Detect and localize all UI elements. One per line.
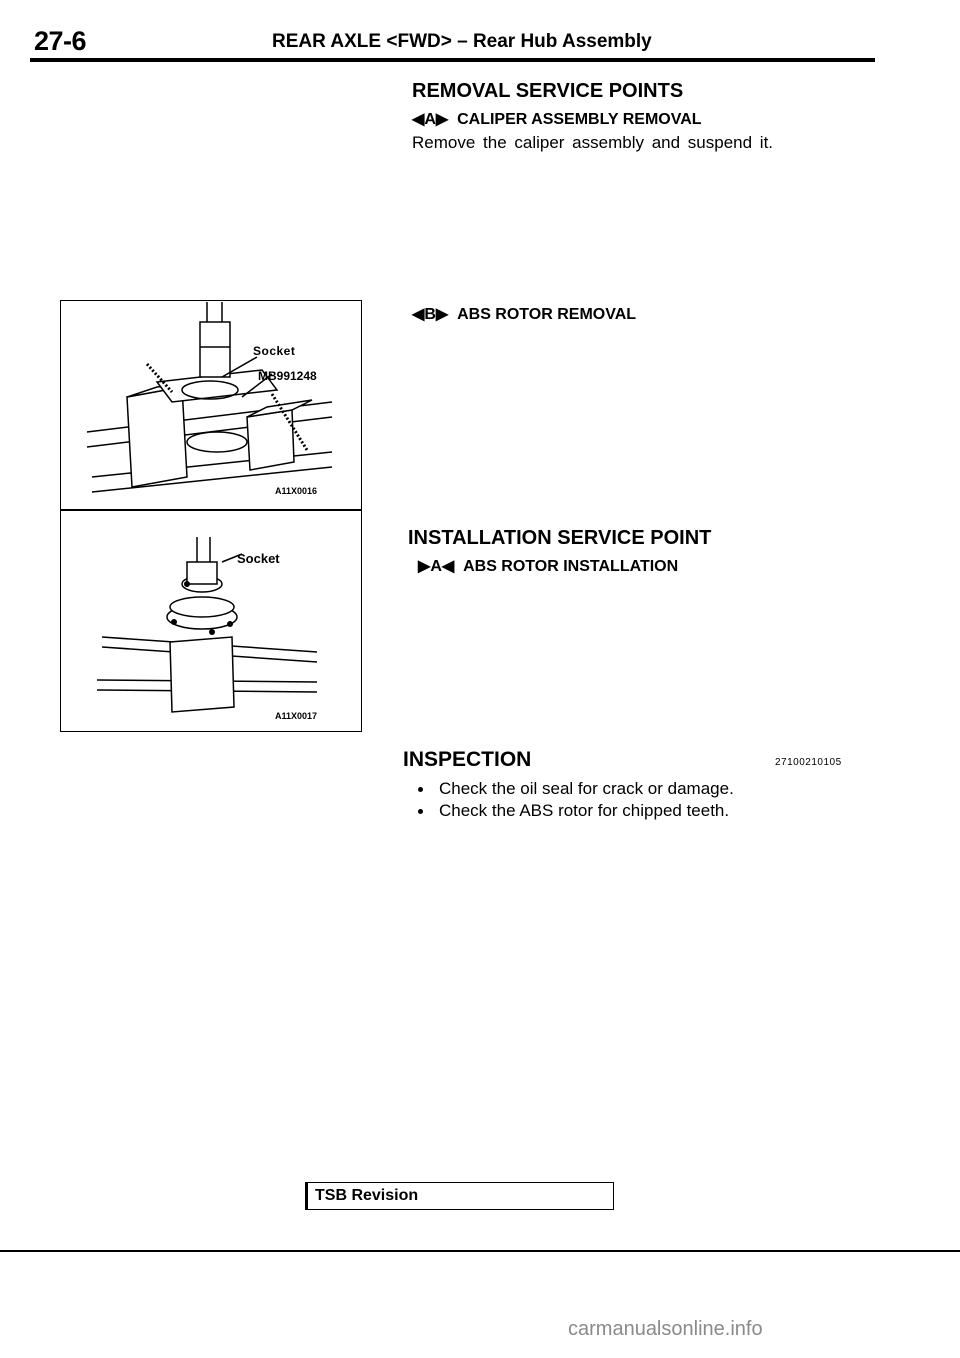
header-divider	[30, 58, 875, 62]
removal-step-a-title	[412, 109, 702, 129]
inspection-item-text: Check the ABS rotor for chipped teeth.	[439, 801, 730, 820]
removal-step-a-text: CALIPER ASSEMBLY REMOVAL	[457, 111, 702, 128]
page-number: 27-6	[34, 26, 87, 56]
installation-step-a-marker: ▶A◀	[418, 558, 455, 575]
bullet-icon	[418, 787, 423, 792]
installation-step-a-title	[418, 556, 678, 576]
page-title: REAR AXLE <FWD> – Rear Hub Assembly	[272, 31, 652, 52]
figure-1-illustration	[62, 302, 358, 507]
removal-step-a-body: Remove the caliper assembly and suspend it.	[412, 133, 774, 152]
figure-2-code: A11X0017	[275, 711, 318, 721]
removal-step-b-text: ABS ROTOR REMOVAL	[457, 306, 637, 323]
figure-1-code: A11X0016	[275, 486, 318, 496]
removal-step-a-marker: ◀A▶	[412, 111, 449, 128]
inspection-item-text: Check the oil seal for crack or damage.	[439, 779, 734, 798]
removal-step-b-title	[412, 304, 636, 324]
inspection-item	[418, 801, 729, 821]
figure-2-label-socket: Socket	[237, 551, 280, 566]
figure-2-illustration	[62, 512, 358, 727]
inspection-item	[418, 779, 734, 799]
inspection-heading: INSPECTION	[403, 748, 532, 771]
figure-1-label-tool: MB991248	[258, 369, 317, 383]
bullet-icon	[418, 809, 423, 814]
figure-divider	[60, 509, 362, 511]
footer-divider	[0, 1250, 960, 1252]
installation-heading: INSTALLATION SERVICE POINT	[408, 527, 712, 549]
removal-step-b-marker: ◀B▶	[412, 306, 449, 323]
inspection-ref-code: 27100210105	[775, 757, 842, 768]
tsb-revision-label: TSB Revision	[315, 1187, 419, 1204]
watermark: carmanualsonline.info	[568, 1318, 763, 1340]
removal-heading: REMOVAL SERVICE POINTS	[412, 80, 684, 102]
installation-step-a-text: ABS ROTOR INSTALLATION	[463, 558, 679, 575]
figure-1-label-socket: Socket	[253, 344, 296, 358]
